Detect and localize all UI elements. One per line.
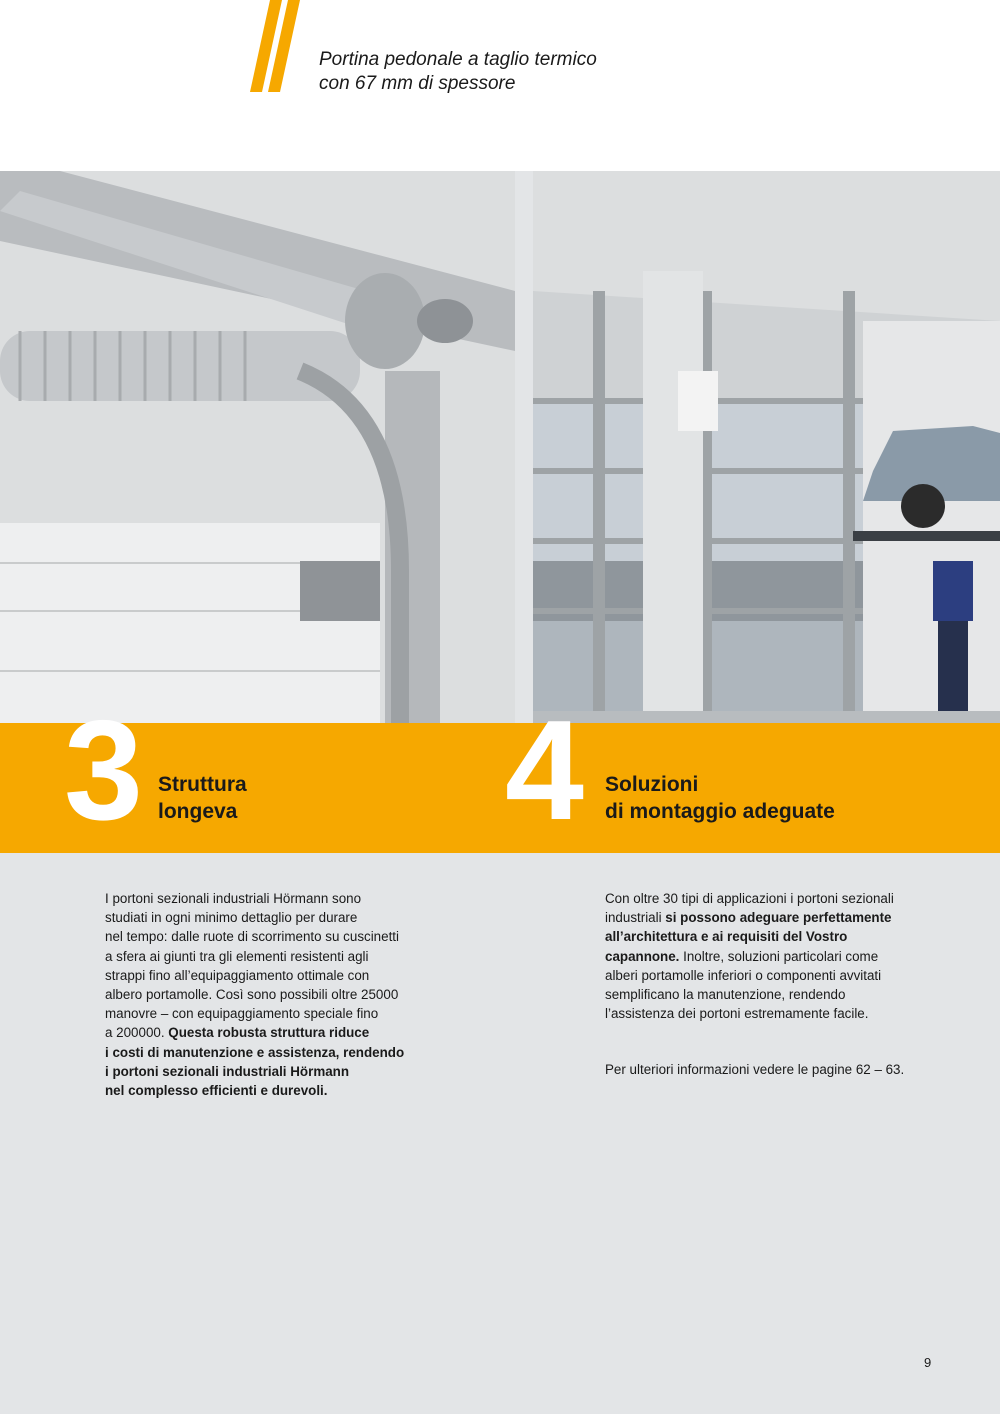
section-4-body-line [605, 927, 955, 946]
section-3-title-line1: Struttura [158, 773, 247, 796]
workshop-door-photo [533, 171, 1000, 723]
section-4-title-line1: Soluzioni [605, 773, 699, 796]
section-4-body-bold: capannone. [605, 948, 680, 964]
section-3-title [158, 771, 247, 825]
section-3-body-bold: Questa robusta struttura riduce [168, 1025, 370, 1041]
section-4-body-line: semplificano la manutenzione, rendendo [605, 987, 846, 1003]
section-4-body-line [605, 908, 955, 927]
section-3-body-text: a 200000. [105, 1025, 169, 1041]
section-3-body-line: strappi fino all’equipaggiamento ottimale con [105, 967, 370, 983]
page-number: 9 [924, 1355, 932, 1370]
more-info-reference: Per ulteriori informazioni vedere le pagine 62 – 63. [605, 1062, 905, 1077]
header-title [319, 48, 597, 96]
section-3-body-line: albero portamolle. Così sono possibili oltre 25000 [105, 987, 399, 1003]
section-3-body-bold: nel complesso efficienti e durevoli. [105, 1083, 328, 1099]
header-title-line1: Portina pedonale a taglio termico [319, 49, 597, 70]
section-3-body-line: studiati in ogni minimo dettaglio per durare [105, 910, 358, 926]
section-4-body-text: industriali [605, 910, 666, 926]
section-4-body [605, 889, 955, 1023]
section-4-number: 4 [505, 691, 580, 850]
section-3-body-line [105, 1081, 465, 1100]
section-4-body-line [605, 947, 955, 966]
section-4-body-line: Con oltre 30 tipi di applicazioni i portoni sezionali [605, 891, 894, 906]
section-header-band [0, 723, 1000, 853]
section-3-body-bold: i portoni sezionali industriali Hörmann [105, 1063, 350, 1079]
section-3-body-line: a sfera ai giunti tra gli elementi resistenti agli [105, 948, 369, 964]
section-4-body-line: alberi portamolle inferiori o componenti avvitati [605, 967, 882, 983]
section-4-title [605, 771, 835, 825]
brand-stripes-logo [248, 0, 308, 92]
door-mechanism-photo [0, 171, 515, 723]
section-3-number: 3 [64, 691, 139, 850]
section-3-body [105, 889, 465, 1100]
section-4-title-line2: di montaggio adeguate [605, 800, 835, 823]
section-4-body-bold: all’architettura e ai requisiti del Vostro [605, 929, 848, 945]
section-3-body-line: manovre – con equipaggiamento speciale fino [105, 1006, 379, 1022]
section-4-body-text: Inoltre, soluzioni particolari come [679, 948, 879, 964]
section-3-body-bold: i costi di manutenzione e assistenza, rendendo [105, 1044, 405, 1060]
section-3-body-line [105, 1043, 465, 1062]
section-4-body-bold: si possono adeguare perfettamente [665, 910, 892, 926]
section-3-body-line: I portoni sezionali industriali Hörmann sono [105, 891, 362, 906]
section-3-body-line [105, 1023, 465, 1042]
section-3-body-line: nel tempo: dalle ruote di scorrimento su cuscinetti [105, 929, 399, 945]
section-3-title-line2: longeva [158, 800, 238, 823]
header-title-line2: con 67 mm di spessore [319, 73, 516, 94]
section-3-body-line [105, 1062, 465, 1081]
section-4-body-line: l’assistenza dei portoni estremamente facile. [605, 1006, 869, 1022]
